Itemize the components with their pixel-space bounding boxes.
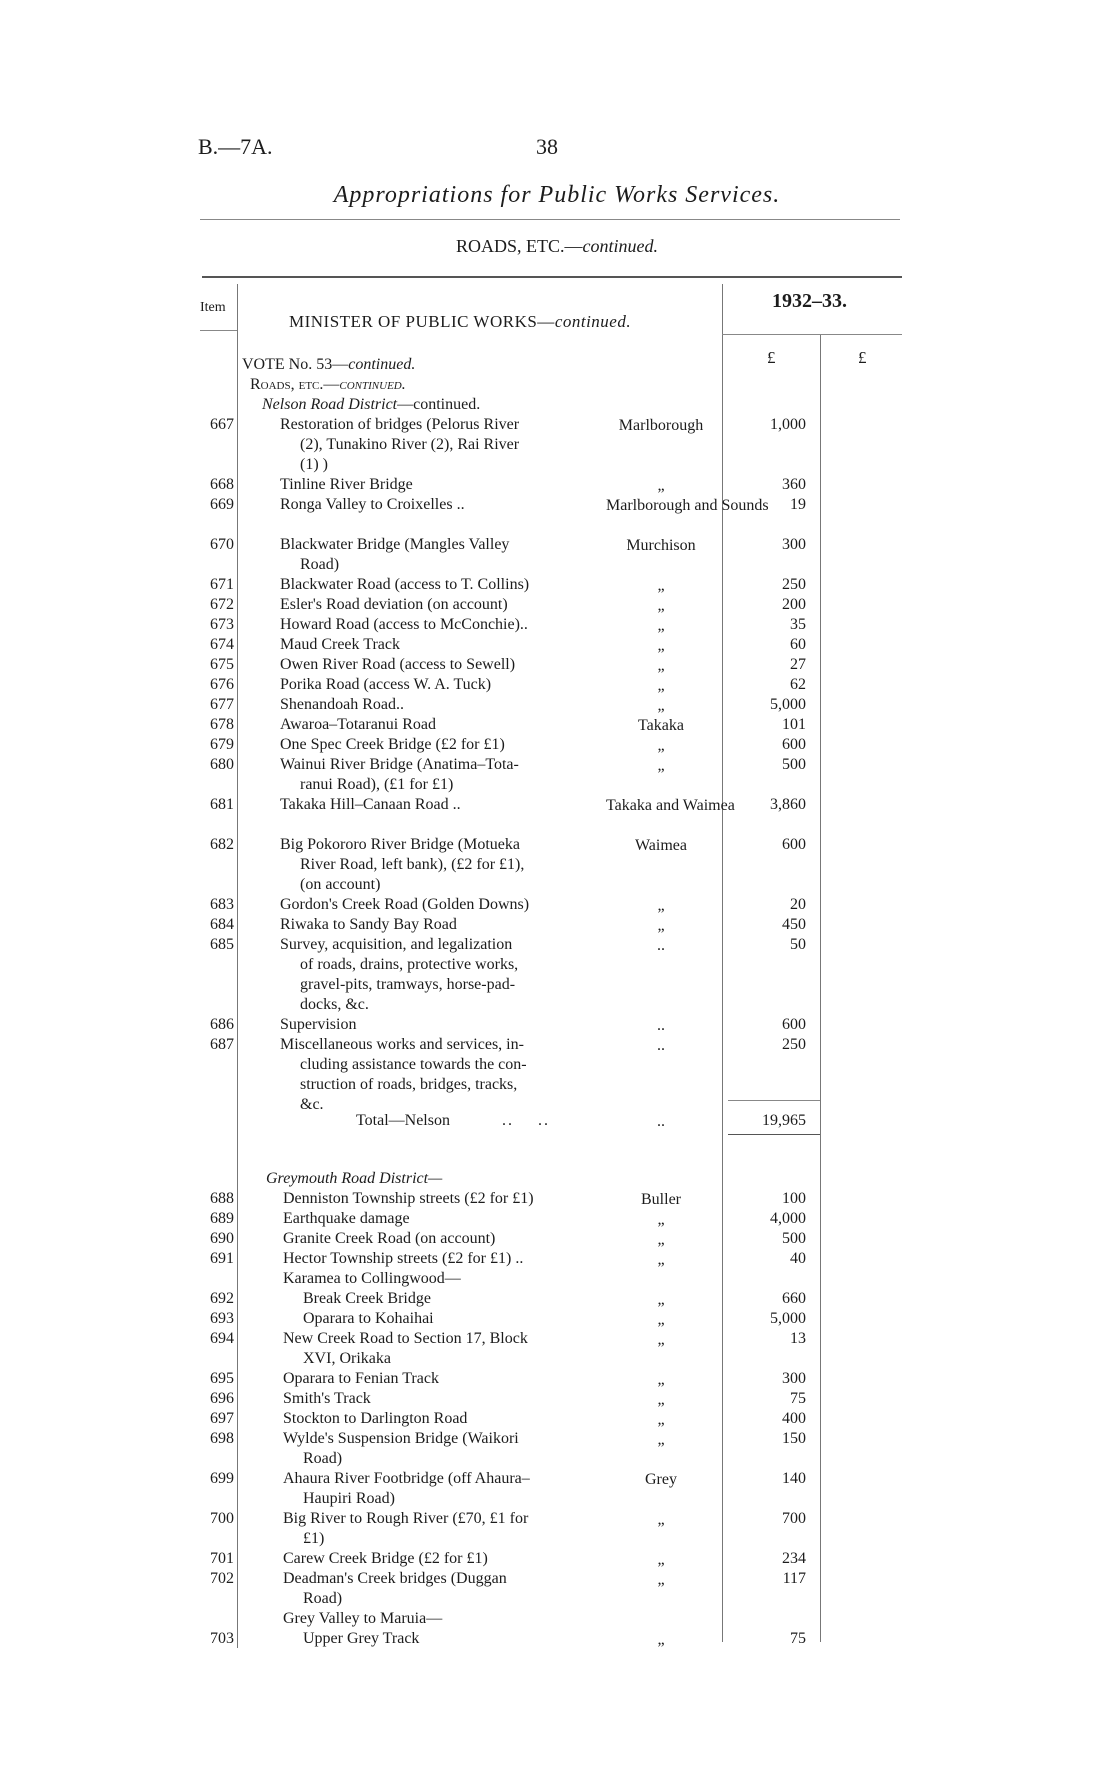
item-description: (1) ) [300,456,328,473]
item-description: Road) [303,1450,343,1467]
table-row [0,616,1114,636]
item-description: &c. [300,1096,324,1113]
item-number: 676 [210,676,234,693]
item-amount: 450 [782,916,806,933]
item-description: Owen River Road (access to Sewell) [280,656,516,673]
year-header-rule [722,334,902,335]
item-district: Grey [645,1471,677,1488]
item-amount: 117 [782,1570,806,1587]
item-amount: 300 [782,1370,806,1387]
item-amount: 75 [790,1390,806,1407]
item-description: Break Creek Bridge [303,1290,431,1307]
item-amount: 35 [790,616,806,633]
item-district: Takaka [638,717,684,734]
table-row [0,1470,1114,1507]
item-number: 681 [210,796,234,813]
item-description: Porika Road (access W. A. Tuck) [280,676,492,693]
table-row [0,1016,1114,1036]
item-description: Denniston Township streets (£2 for £1) [283,1190,534,1207]
table-row [0,576,1114,596]
item-amount: 250 [782,576,806,593]
item-description: docks, &c. [300,996,369,1013]
item-number: 671 [210,576,234,593]
item-description: ranui Road), (£1 for £1) [300,776,454,793]
item-district: „ [657,1331,665,1348]
total-top-rule [728,1100,820,1101]
page-number: 38 [536,134,558,159]
item-district: „ [657,1231,665,1248]
item-description: Deadman's Creek bridges (Duggan [283,1570,507,1587]
report-reference: B.—7A. [198,134,273,159]
item-description: (2), Tunakino River (2), Rai River [300,436,520,453]
roads-heading-cont: continued. [339,376,406,393]
item-description: Earthquake damage [283,1210,410,1227]
item-description: Ronga Valley to Croixelles .. [280,496,465,513]
table-row [0,1330,1114,1367]
section-heading-cont: continued. [582,236,658,256]
item-description: XVI, Orikaka [303,1350,391,1367]
item-number: 668 [210,476,234,493]
item-amount: 27 [790,656,806,673]
table-row [0,896,1114,916]
item-amount: 19 [790,496,806,513]
item-amount: 62 [790,676,806,693]
item-amount: 5,000 [770,1310,806,1327]
item-district: .. [657,1017,665,1034]
item-number: 687 [210,1036,234,1053]
item-district: „ [657,597,665,614]
item-district: Takaka and Waimea [606,797,735,814]
table-row [0,676,1114,696]
table-row [0,936,1114,1013]
item-amount: 200 [782,596,806,613]
currency-header-2: £ [858,348,867,367]
nelson-district-heading [262,396,480,414]
table-top-rule [202,276,902,278]
item-number: 678 [210,716,234,733]
table-row [0,496,1114,516]
item-amount: 1,000 [770,416,806,433]
item-number: 675 [210,656,234,673]
item-description: Maud Creek Track [280,636,400,653]
roads-heading-text: Roads, etc.— [250,376,340,393]
item-description: Upper Grey Track [303,1630,420,1647]
grey-valley-subheading: Grey Valley to Maruia— [283,1610,443,1627]
item-amount: 101 [782,716,806,733]
item-district: „ [657,1371,665,1388]
item-number: 690 [210,1230,234,1247]
greymouth-district-heading: Greymouth Road District— [266,1170,443,1187]
table-row [0,796,1114,816]
item-amount: 4,000 [770,1210,806,1227]
item-district: Marlborough [618,417,704,434]
item-district: „ [657,477,665,494]
item-description: Blackwater Bridge (Mangles Valley [280,536,510,553]
vote-heading [242,356,415,374]
item-number: 702 [210,1570,234,1587]
table-row [0,1230,1114,1250]
item-district: „ [657,677,665,694]
minister-heading [289,312,631,332]
nelson-district-cont: —continued. [397,396,481,413]
item-number: 698 [210,1430,234,1447]
item-description: Big Pokororo River Bridge (Motueka [280,836,520,853]
item-number: 696 [210,1390,234,1407]
item-description: Miscellaneous works and services, in- [280,1036,524,1053]
table-row [0,416,1114,473]
table-row [0,696,1114,716]
item-district: „ [657,1551,665,1568]
table-row [0,476,1114,496]
table-row [0,1550,1114,1570]
vote-heading-text: VOTE No. 53— [242,356,349,373]
table-row [0,1250,1114,1270]
item-number: 703 [210,1630,234,1647]
item-amount: 700 [782,1510,806,1527]
item-amount: 20 [790,896,806,913]
table-row [0,1410,1114,1430]
item-amount: 400 [782,1410,806,1427]
item-description: cluding assistance towards the con- [300,1056,527,1073]
item-number: 680 [210,756,234,773]
nelson-district-title: Nelson Road District [262,396,398,413]
table-row [0,1390,1114,1410]
item-number: 693 [210,1310,234,1327]
table-row [0,736,1114,756]
item-description: Carew Creek Bridge (£2 for £1) [283,1550,488,1567]
table-row [0,1310,1114,1330]
item-amount: 60 [790,636,806,653]
item-amount: 140 [782,1470,806,1487]
item-number: 683 [210,896,234,913]
item-number: 692 [210,1290,234,1307]
item-district: „ [657,757,665,774]
section-heading [0,236,1114,257]
item-description: Tinline River Bridge [280,476,413,493]
item-description: (on account) [300,876,381,893]
item-description: Wylde's Suspension Bridge (Waikori [283,1430,519,1447]
table-row [0,656,1114,676]
item-number: 700 [210,1510,234,1527]
item-amount: 100 [782,1190,806,1207]
item-description: Howard Road (access to McConchie).. [280,616,528,633]
item-number: 699 [210,1470,234,1487]
table-row [0,636,1114,656]
item-amount: 5,000 [770,696,806,713]
item-description: Survey, acquisition, and legalization [280,936,513,953]
total-amount: 19,965 [762,1112,806,1129]
item-description: Oparara to Kohaihai [303,1310,434,1327]
item-amount: 600 [782,736,806,753]
year-header: 1932–33. [772,290,847,312]
table-row [0,1630,1114,1650]
table-row [0,836,1114,893]
item-description: Blackwater Road (access to T. Collins) [280,576,530,593]
item-amount: 500 [782,1230,806,1247]
item-number: 674 [210,636,234,653]
item-description: Riwaka to Sandy Bay Road [280,916,457,933]
table-row [0,1210,1114,1230]
table-row [0,1370,1114,1390]
item-district: .. [657,937,665,954]
item-district: „ [657,1311,665,1328]
table-row [0,596,1114,616]
item-district: „ [657,637,665,654]
item-description: struction of roads, bridges, tracks, [300,1076,518,1093]
item-number: 673 [210,616,234,633]
item-description: Granite Creek Road (on account) [283,1230,496,1247]
table-row [0,1190,1114,1210]
item-number: 679 [210,736,234,753]
title-rule [200,219,900,220]
item-number: 695 [210,1370,234,1387]
item-amount: 250 [782,1036,806,1053]
total-bottom-rule [728,1134,820,1135]
item-district: „ [657,1251,665,1268]
item-description: Restoration of bridges (Pelorus River [280,416,520,433]
item-district: „ [657,1391,665,1408]
item-amount: 150 [782,1430,806,1447]
item-district: Murchison [626,537,696,554]
item-number: 669 [210,496,234,513]
item-description: Road) [300,556,340,573]
item-number: 689 [210,1210,234,1227]
item-amount: 300 [782,536,806,553]
table-row [0,1570,1114,1607]
table-row [0,756,1114,793]
item-district: „ [657,737,665,754]
item-amount: 600 [782,836,806,853]
currency-header-1: £ [767,348,776,367]
item-column-header: Item [200,300,226,315]
item-amount: 75 [790,1630,806,1647]
item-description: Road) [303,1590,343,1607]
item-description: Oparara to Fenian Track [283,1370,439,1387]
total-leaders: .. .. [502,1112,550,1129]
item-district: „ [657,657,665,674]
table-row [0,716,1114,736]
item-description: of roads, drains, protective works, [300,956,519,973]
item-description: Smith's Track [283,1390,371,1407]
item-district: „ [657,1511,665,1528]
item-description: Stockton to Darlington Road [283,1410,468,1427]
table-row [0,1290,1114,1310]
page-title: Appropriations for Public Works Services. [333,182,781,208]
item-amount: 660 [782,1290,806,1307]
item-district: „ [657,1291,665,1308]
vote-heading-cont: continued. [348,356,416,373]
item-description: Supervision [280,1016,357,1033]
item-number: 670 [210,536,234,553]
item-district: „ [657,577,665,594]
item-amount: 234 [782,1550,806,1567]
item-description: Big River to Rough River (£70, £1 for [283,1510,529,1527]
item-description: Hector Township streets (£2 for £1) .. [283,1250,524,1267]
item-description: One Spec Creek Bridge (£2 for £1) [280,736,505,753]
minister-heading-cont: continued. [554,312,632,331]
item-number: 697 [210,1410,234,1427]
item-number: 686 [210,1016,234,1033]
item-description: Esler's Road deviation (on account) [280,596,508,613]
item-description: Awaroa–Totaranui Road [280,716,437,733]
total-label: Total—Nelson [356,1112,450,1129]
item-amount: 50 [790,936,806,953]
item-district: „ [657,1411,665,1428]
table-row [0,1430,1114,1467]
item-district: Waimea [634,837,687,854]
item-amount: 3,860 [770,796,806,813]
item-description: Wainui River Bridge (Anatima–Tota- [280,756,519,773]
table-row [0,1510,1114,1547]
item-district: „ [657,1571,665,1588]
item-district: „ [657,1431,665,1448]
item-amount: 600 [782,1016,806,1033]
item-number: 685 [210,936,234,953]
item-description: Ahaura River Footbridge (off Ahaura– [283,1470,530,1487]
item-description: Takaka Hill–Canaan Road .. [280,796,461,813]
table-row [0,536,1114,573]
item-amount: 360 [782,476,806,493]
item-amount: 13 [790,1330,806,1347]
item-number: 701 [210,1550,234,1567]
item-description: £1) [303,1530,325,1547]
item-number: 694 [210,1330,234,1347]
item-district: „ [657,897,665,914]
item-description: gravel-pits, tramways, horse-pad- [300,976,516,993]
item-number: 677 [210,696,234,713]
section-heading-text: ROADS, ETC.— [456,236,583,256]
item-district: .. [657,1037,665,1054]
total-row [0,1112,1114,1132]
karamea-subheading: Karamea to Collingwood— [283,1270,461,1287]
total-district: .. [657,1113,665,1130]
item-number: 684 [210,916,234,933]
item-description: New Creek Road to Section 17, Block [283,1330,528,1347]
minister-heading-text: MINISTER OF PUBLIC WORKS— [289,312,555,331]
table-row [0,916,1114,936]
item-district: „ [657,697,665,714]
item-header-rule [200,330,237,331]
item-number: 691 [210,1250,234,1267]
item-district: Buller [641,1191,681,1208]
item-number: 667 [210,416,234,433]
item-number: 682 [210,836,234,853]
item-district: „ [657,1631,665,1648]
item-district: „ [657,917,665,934]
item-number: 688 [210,1190,234,1207]
item-description: Gordon's Creek Road (Golden Downs) [280,896,530,913]
item-district: „ [657,1211,665,1228]
table-row [0,1036,1114,1113]
item-district: Marlborough and Sounds [606,497,769,514]
item-number: 672 [210,596,234,613]
item-amount: 40 [790,1250,806,1267]
item-description: River Road, left bank), (£2 for £1), [300,856,525,873]
roads-heading [250,376,406,394]
item-description: Haupiri Road) [303,1490,395,1507]
item-district: „ [657,617,665,634]
item-description: Shenandoah Road.. [280,696,404,713]
item-amount: 500 [782,756,806,773]
